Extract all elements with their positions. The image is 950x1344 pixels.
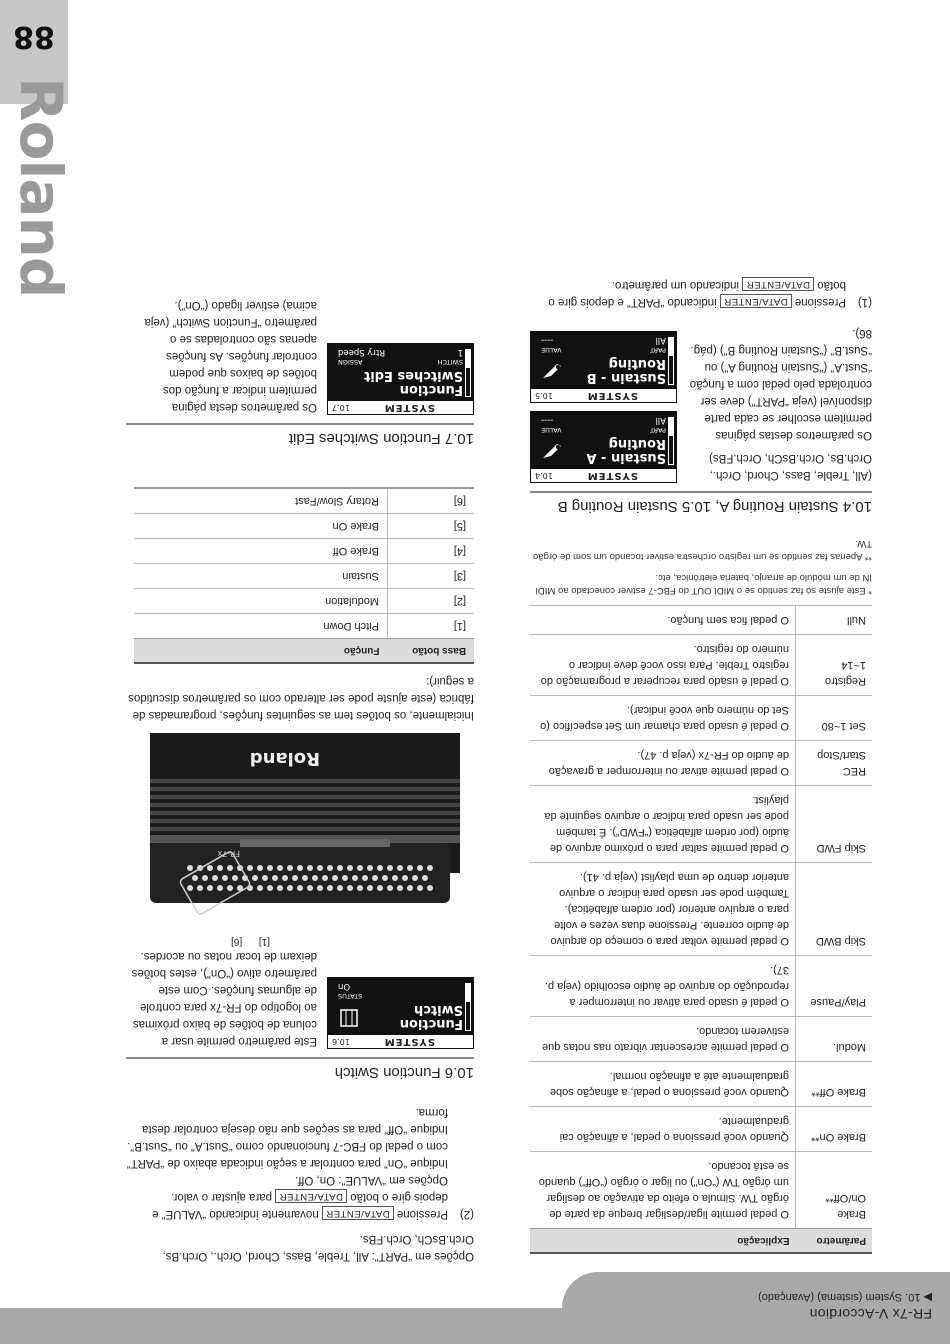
step-text: Pressione bbox=[794, 296, 846, 308]
lcd-val-left: All bbox=[655, 335, 666, 345]
param-explanation: O pedal permite acrescentar vibrato nas notas que estiverem tocando. bbox=[530, 1017, 796, 1062]
step-text: indicando um parâmetro. bbox=[611, 279, 740, 291]
param-name: REC Start/Stop bbox=[796, 741, 873, 786]
lcd-scroll-bar bbox=[668, 337, 674, 385]
lcd-head-left: PART bbox=[650, 426, 666, 434]
lcd-head-right: ASSIGN bbox=[338, 358, 363, 366]
param-header: Parâmetro bbox=[796, 1229, 873, 1254]
section-breadcrumb: ▶ 10. System (sistema) (Avançado) bbox=[758, 1291, 932, 1303]
lcd-val-left: 1 bbox=[457, 347, 463, 357]
header-pill bbox=[562, 1272, 950, 1344]
function-table bbox=[134, 487, 474, 664]
data-enter-key-label: DATA/ENTER bbox=[275, 1189, 347, 1203]
function-switches-edit-block bbox=[126, 290, 474, 415]
function-switches-edit-text: Os parâmetros desta página permitem indicar a função dos botões de baixos que podem controlar funções. As funções apenas são controladas se o parâmetro “Function Switch” (veja acima) estiver ligado (“On”). bbox=[144, 299, 317, 413]
param-name: Skip BWD bbox=[796, 863, 873, 956]
table-row bbox=[530, 696, 872, 741]
param-explanation: Quando você pressiona o pedal, a afinação cai gradualmente. bbox=[530, 1107, 796, 1152]
lcd-line2: Routing bbox=[608, 436, 666, 451]
lcd-title: SYSTEM bbox=[586, 470, 638, 481]
pedal-icon bbox=[541, 362, 563, 382]
lcd-title: SYSTEM bbox=[383, 1036, 435, 1047]
bass-button-header: Bass botão bbox=[388, 639, 475, 664]
lcd-line1: Function bbox=[399, 1016, 463, 1031]
button-function: Pitch Down bbox=[134, 614, 388, 639]
page-number: 88 bbox=[13, 19, 55, 54]
roland-brand-logo: Roland bbox=[7, 77, 75, 298]
table-row bbox=[134, 589, 474, 614]
table-row bbox=[530, 1017, 872, 1062]
lcd-scroll-bar bbox=[465, 349, 471, 397]
lcd-line1: Sustain - A bbox=[586, 450, 666, 465]
param-explanation: Quando você pressiona o pedal, a afinação sobe gradualmente até a afinação normal. bbox=[530, 1062, 796, 1107]
table-row bbox=[530, 1152, 872, 1229]
lcd-scroll-bar bbox=[668, 417, 674, 465]
step-text: indicando “PART” e depois gire o botão bbox=[548, 279, 846, 308]
function-switch-defaults-text: Inicialmente, os botões tem as seguintes funções, programadas de fábrica (este ajuste pode ser alterado com os parâmetros discutidos a seguir): bbox=[128, 675, 474, 721]
bass-button-id: [5] bbox=[388, 514, 475, 539]
lcd-line2: Switch bbox=[413, 1002, 463, 1017]
bass-button-id: [4] bbox=[388, 539, 475, 564]
button-function: Rotary Slow/Fast bbox=[134, 488, 388, 514]
function-switches-edit-heading: 10.7 Function Switches Edit bbox=[126, 423, 474, 447]
bass-button-id: [6] bbox=[388, 488, 475, 514]
part-options: Opções em “PART”: All, Treble, Bass, Chord, Orch., Orch.Bs, Orch.BsCh, Orch.FBs. bbox=[162, 1233, 474, 1262]
table-row bbox=[134, 614, 474, 639]
button-function: Brake On bbox=[134, 514, 388, 539]
param-name: Modul. bbox=[796, 1017, 873, 1062]
sustain-step-1 bbox=[530, 276, 872, 310]
table-row bbox=[530, 1062, 872, 1107]
lcd-line1: Sustain - B bbox=[586, 370, 666, 385]
function-switch-text: Este parâmetro permite usar a coluna de botões de baixo próximas ao logotipo do FR-7x para controle de algumas funções. Com este parâmetro ativo (“On”), estes botões deixam de tocar notas ou acordes. bbox=[131, 950, 317, 1047]
lcd-function-switches-edit bbox=[327, 343, 474, 415]
table-row bbox=[530, 863, 872, 956]
param-explanation: O pedal é usado para ativar ou interromper a reprodução do arquivo de áudio escolhido (veja p. 37). bbox=[530, 956, 796, 1017]
table-row bbox=[530, 956, 872, 1017]
accordion-photo bbox=[150, 733, 470, 947]
param-name: Set 1~80 bbox=[796, 696, 873, 741]
lcd-page-no: 10.5 bbox=[535, 391, 553, 400]
table-row bbox=[134, 564, 474, 589]
param-name: Registro 1~14 bbox=[796, 635, 873, 696]
lcd-page-no: 10.6 bbox=[332, 1037, 350, 1046]
footnote-1: * Este ajuste só faz sentido se o MIDI OUT do FBC-7 estiver conectado ao MIDI IN de um módulo de arranjo, bateria eletrônica, etc. bbox=[535, 572, 872, 596]
bass-button-id: [2] bbox=[388, 589, 475, 614]
data-enter-key-label: DATA/ENTER bbox=[720, 294, 792, 308]
function-switch-heading: 10.6 Function Switch bbox=[126, 1057, 474, 1081]
sustain-heading: 10.4 Sustain Routing A, 10.5 Sustain Routing B bbox=[530, 491, 872, 515]
lcd-line2: Routing bbox=[608, 356, 666, 371]
lcd-title: SYSTEM bbox=[383, 402, 435, 413]
sustain-options-line: (All, Treble, Bass, Chord, Orch., Orch.Bs, Orch.BsCh, Orch.FBs) bbox=[709, 452, 872, 481]
explanation-header: Explicação bbox=[530, 1229, 796, 1254]
lcd-page-no: 10.4 bbox=[535, 471, 553, 480]
param-name: Brake On/Off** bbox=[796, 1152, 873, 1229]
lcd-scroll-bar bbox=[465, 983, 471, 1031]
photo-logo: Roland bbox=[249, 748, 320, 769]
left-column bbox=[530, 268, 872, 1254]
bass-buttons-icon bbox=[338, 1008, 360, 1028]
param-explanation: O pedal permite voltar para o começo do arquivo de áudio corrente. Pressione duas vezes e volte para o arquivo anterior (por ordem alfabética). Também pode ser usado para indicar o arquivo anterior dentro de uma playlist (veja p. 41). bbox=[530, 863, 796, 956]
param-name: Brake On** bbox=[796, 1107, 873, 1152]
lcd-sustain-a bbox=[530, 411, 677, 483]
lcd-val-left: All bbox=[655, 415, 666, 425]
table-row bbox=[134, 514, 474, 539]
button-function: Modulation bbox=[134, 589, 388, 614]
table-row bbox=[530, 635, 872, 696]
lcd-val-right: ---- bbox=[541, 415, 554, 425]
data-enter-key-label: DATA/ENTER bbox=[742, 277, 814, 291]
lcd-line1: Function bbox=[399, 382, 463, 397]
param-name: Brake Off** bbox=[796, 1062, 873, 1107]
accordion-illustration bbox=[150, 733, 470, 933]
right-column bbox=[126, 282, 474, 1264]
table-row bbox=[530, 741, 872, 786]
sustain-step-2 bbox=[126, 1103, 474, 1222]
lcd-head-right: VALUE bbox=[541, 346, 562, 354]
manual-title: FR-7x V-Accordion bbox=[809, 1306, 932, 1322]
callout-labels bbox=[231, 936, 270, 947]
callout-6: [6] bbox=[231, 936, 243, 947]
function-switch-block bbox=[126, 941, 474, 1049]
parameter-table bbox=[530, 605, 872, 1254]
param-name: Skip FWD bbox=[796, 786, 873, 863]
data-enter-key-label: DATA/ENTER bbox=[322, 1206, 394, 1220]
value-options: Opções em “VALUE”: On, Off. bbox=[295, 1174, 448, 1186]
param-name: Play/Pause bbox=[796, 956, 873, 1017]
param-name: Null bbox=[796, 606, 873, 635]
step-explanation: Indique “On” para controlar a seção indicada abaixo de “PART” com o pedal do FBC-7 funcionando como “Sust.A” ou “Sust.B”. Indique “Off” para as seções que não deseja controlar desta forma. bbox=[126, 1106, 448, 1169]
param-explanation: O pedal permite saltar para o próximo arquivo de áudio (por ordem alfabética (“FWD”). É também pode ser usado para indicar o arquivo seguinte da playlist. bbox=[530, 786, 796, 863]
lcd-head-right: STATUS bbox=[338, 992, 363, 1000]
lcd-val-right: ---- bbox=[541, 335, 554, 345]
step-number: (1) bbox=[857, 296, 872, 308]
step-text: para ajustar o valor. bbox=[170, 1191, 272, 1203]
pedal-icon bbox=[541, 442, 563, 462]
bass-button-id: [1] bbox=[388, 614, 475, 639]
bass-button-id: [3] bbox=[388, 564, 475, 589]
table-row bbox=[530, 786, 872, 863]
lcd-page-no: 10.7 bbox=[332, 403, 350, 412]
lcd-sustain-b bbox=[530, 331, 677, 403]
lcd-head-right: VALUE bbox=[541, 426, 562, 434]
sustain-intro: Os parâmetros destas páginas permitem escolher se cada parte disponível (veja “PART”) deve ser controlada pelo pedal com a função “Sust.A” (“Sustain Routing A”) ou “Sust.B” (“Sustain Routing B”) (pág. 86). bbox=[689, 327, 872, 441]
param-explanation: O pedal fica sem função. bbox=[530, 606, 796, 635]
lcd-function-switch bbox=[327, 977, 474, 1049]
step-number: (2) bbox=[459, 1208, 474, 1220]
footnote-2: ** Apenas faz sentido se um registro orchestra estiver tocando um som de órgão TW. bbox=[532, 538, 872, 562]
callout-1: [1] bbox=[258, 936, 270, 947]
table-row bbox=[134, 539, 474, 564]
step-text: Pressione bbox=[396, 1208, 448, 1220]
button-function: Sustain bbox=[134, 564, 388, 589]
sustain-block bbox=[530, 318, 872, 483]
lcd-head-left: PART bbox=[650, 346, 666, 354]
lcd-val-right: Rtry Speed bbox=[338, 347, 386, 357]
table-row bbox=[530, 606, 872, 635]
parameter-table-header bbox=[530, 1229, 872, 1254]
lcd-val-right: On bbox=[338, 981, 351, 991]
step-text: novamente indicando “VALUE” e depois gire o botão bbox=[152, 1191, 448, 1220]
param-explanation: O pedal é usado para chamar um Set específico (o Set do número que você indicar). bbox=[530, 696, 796, 741]
table-row bbox=[134, 488, 474, 514]
lcd-head-left: SWITCH bbox=[437, 358, 463, 366]
function-header: Função bbox=[134, 639, 388, 664]
param-explanation: O pedal permite ativar ou interromper a gravação de áudio do FR-7x (veja p. 47). bbox=[530, 741, 796, 786]
function-table-header bbox=[134, 639, 474, 664]
button-function: Brake Off bbox=[134, 539, 388, 564]
table-row bbox=[530, 1107, 872, 1152]
param-explanation: O pedal é usado para recuperar a programação do registro Treble. Para isso você deve indicar o número do registro. bbox=[530, 635, 796, 696]
lcd-title: SYSTEM bbox=[586, 390, 638, 401]
photo-model: FR-7x bbox=[217, 849, 240, 858]
param-explanation: O pedal permite ligar/desligar breque da parte de órgão TW. Simula o efeito da ativação ao desligar um órgão TW (“On”) ou ligar o órgão (“Off”) quando se está tocando. bbox=[530, 1152, 796, 1229]
lcd-line2: Switches Edit bbox=[364, 368, 463, 383]
